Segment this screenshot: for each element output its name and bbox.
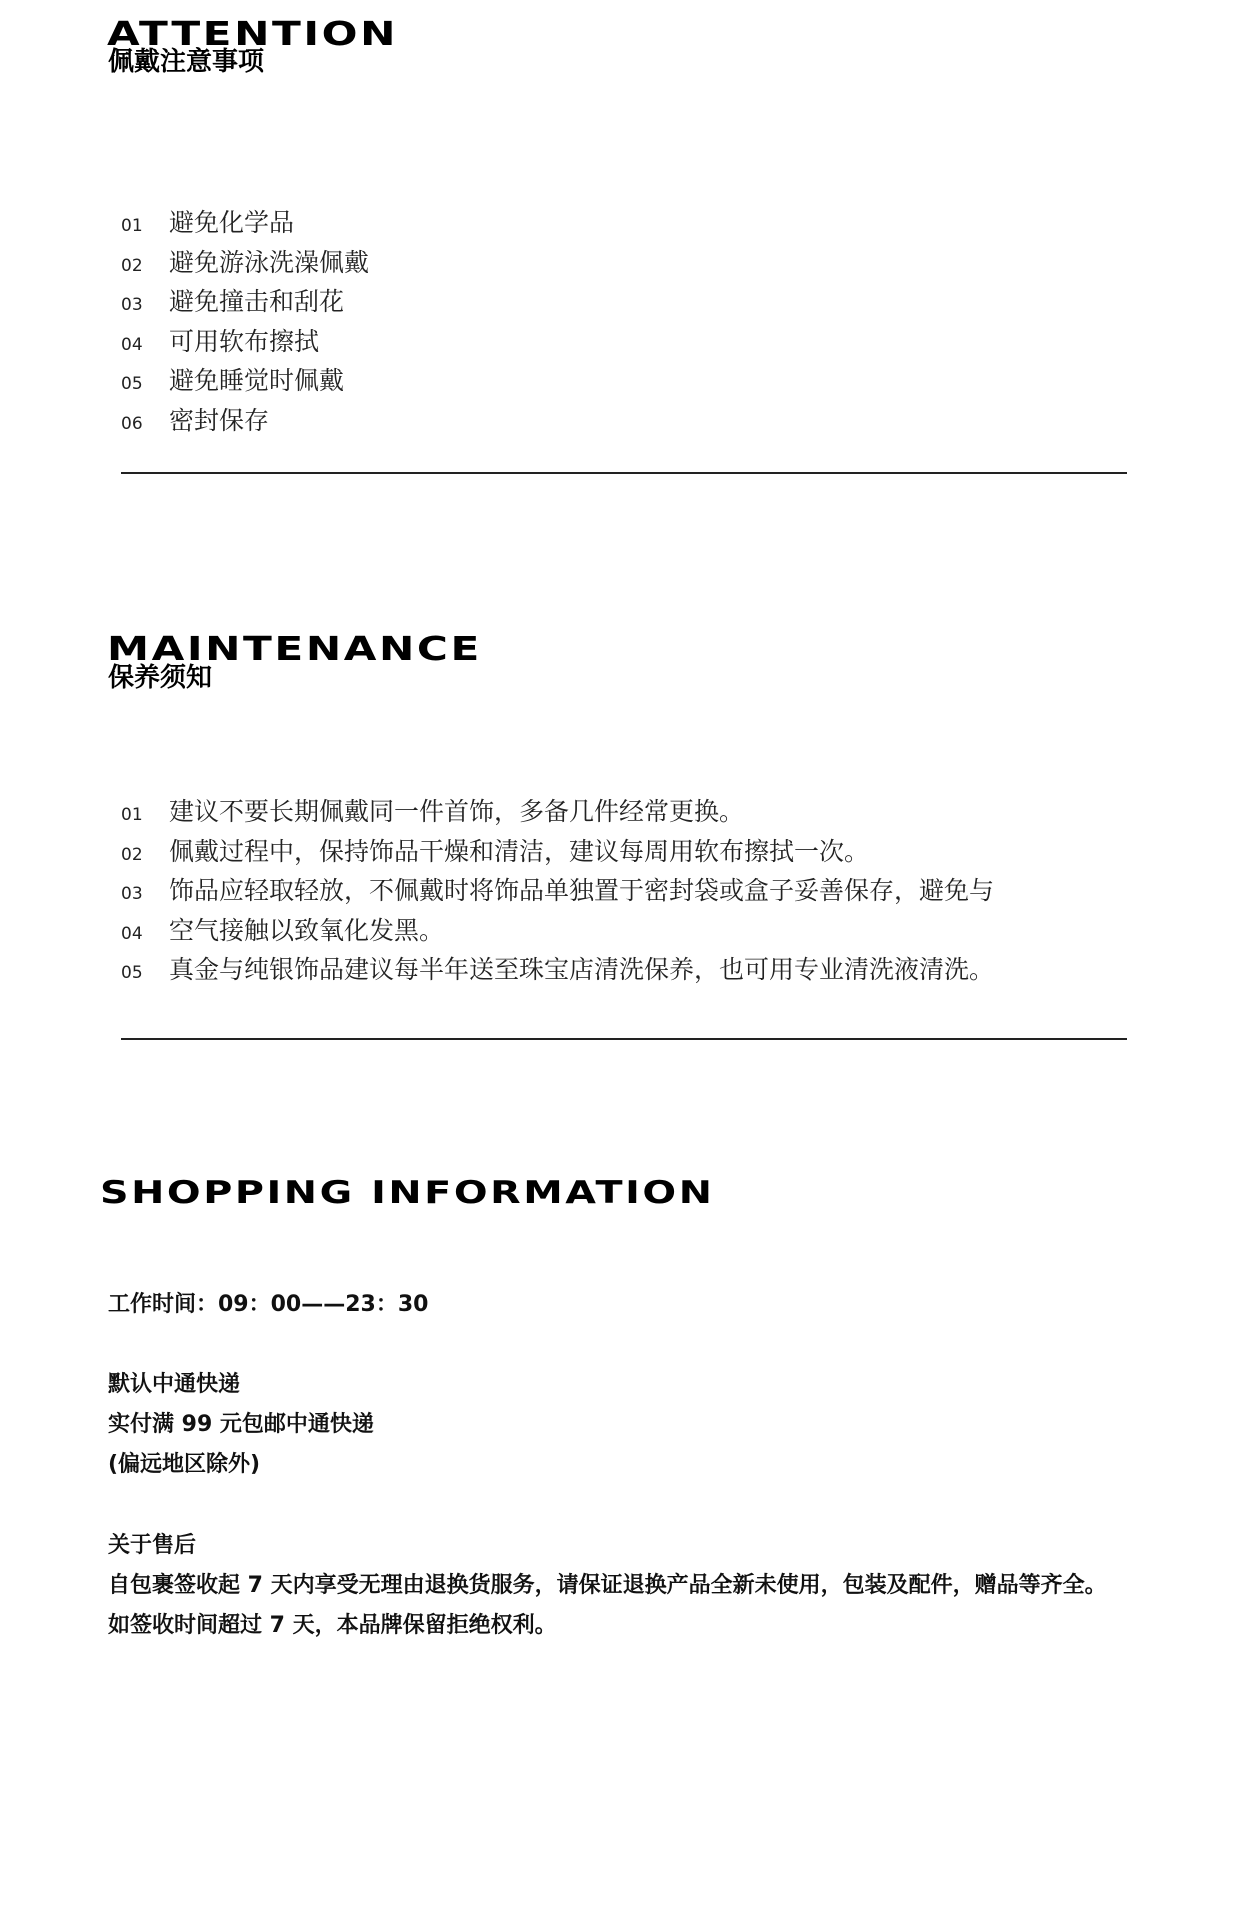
item-text: 密封保存 (169, 405, 270, 435)
item-text: 避免撞击和刮花 (169, 287, 345, 317)
item-number: 06 (121, 413, 143, 434)
item-text: 建议不要长期佩戴同一件首饰，多备几件经常更换。 (169, 797, 745, 826)
after-sales-policy: 自包裹签收起 7 天内享受无理由退换货服务，请保证退换产品全新未使用，包装及配件，赠品等齐全。 (108, 1573, 1107, 1598)
maintenance-item (121, 832, 994, 872)
item-number: 04 (121, 923, 143, 944)
section-divider (121, 1038, 1127, 1040)
item-number: 01 (121, 216, 143, 236)
shipping-free: 实付满 99 元包邮中通快递 (108, 1412, 374, 1437)
after-sales-title: 关于售后 (108, 1533, 197, 1558)
item-text: 饰品应轻取轻放，不佩戴时将饰品单独置于密封袋或盒子妥善保存，避免与 (169, 876, 995, 906)
item-text: 空气接触以致氧化发黑。 (169, 915, 445, 945)
item-number: 05 (121, 963, 143, 984)
maintenance-item (121, 871, 994, 911)
shipping-default: 默认中通快递 (108, 1372, 241, 1397)
maintenance-title-cn: 保养须知 (108, 663, 213, 693)
item-text: 避免化学品 (169, 208, 295, 237)
attention-item (121, 243, 369, 283)
work-hours: 工作时间：09：00——23：30 (108, 1292, 429, 1317)
item-text: 避免游泳洗澡佩戴 (169, 247, 370, 277)
attention-title-cn: 佩戴注意事项 (108, 47, 265, 77)
item-number: 02 (121, 844, 143, 865)
item-number: 03 (121, 295, 143, 316)
maintenance-list (121, 792, 994, 990)
attention-item (121, 203, 369, 243)
maintenance-item (121, 911, 994, 951)
maintenance-item (121, 792, 994, 832)
item-number: 03 (121, 884, 143, 905)
item-number: 01 (121, 805, 143, 825)
item-number: 02 (121, 255, 143, 276)
shipping-exclusion: (偏远地区除外) (108, 1452, 261, 1477)
attention-title-en: ATTENTION (107, 14, 399, 53)
shopping-title-en: SHOPPING INFORMATION (100, 1175, 715, 1211)
item-number: 04 (121, 334, 143, 355)
section-divider (121, 472, 1127, 474)
item-text: 避免睡觉时佩戴 (169, 366, 345, 396)
attention-item (121, 361, 369, 401)
maintenance-item (121, 950, 994, 990)
item-number: 05 (121, 374, 143, 395)
maintenance-title-en: MAINTENANCE (107, 629, 482, 668)
item-text: 可用软布擦拭 (169, 326, 320, 356)
item-text: 真金与纯银饰品建议每半年送至珠宝店清洗保养，也可用专业清洗液清洗。 (169, 955, 995, 985)
attention-item (121, 322, 369, 362)
attention-item (121, 401, 369, 441)
after-sales-note: 如签收时间超过 7 天，本品牌保留拒绝权利。 (108, 1613, 557, 1638)
item-text: 佩戴过程中，保持饰品干燥和清洁，建议每周用软布擦拭一次。 (169, 836, 870, 866)
attention-list (121, 203, 369, 441)
attention-item (121, 282, 369, 322)
